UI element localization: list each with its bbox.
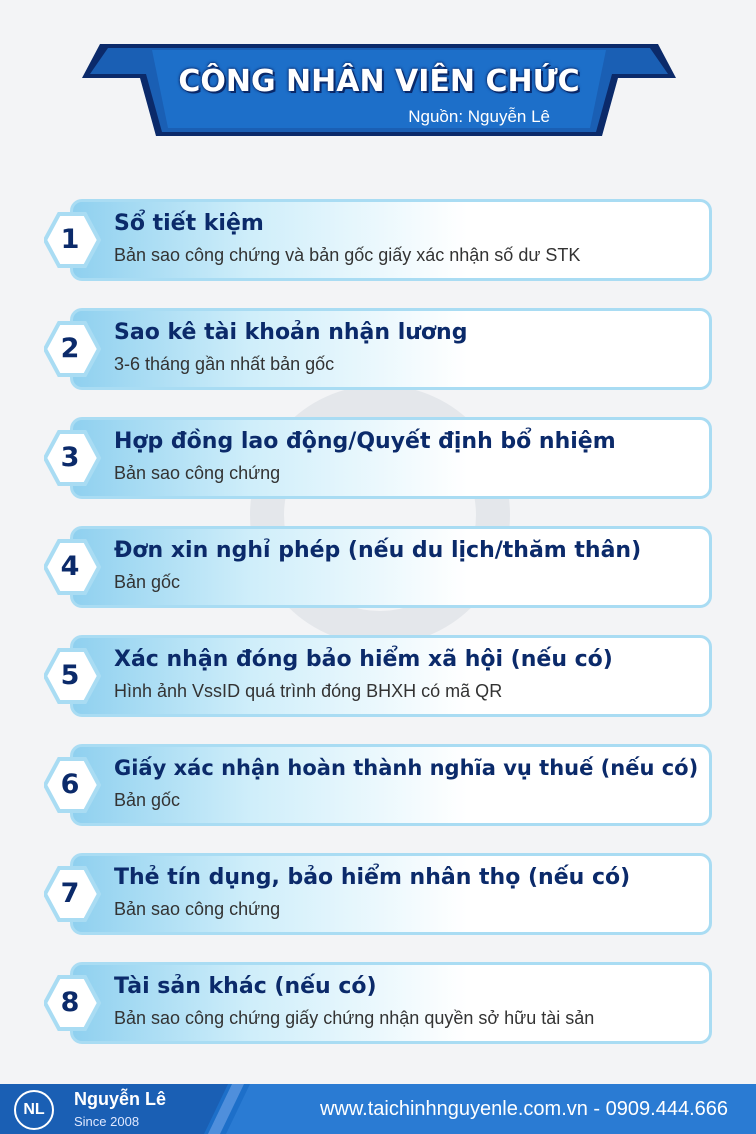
list-item — [44, 962, 712, 1044]
list-item — [44, 853, 712, 935]
item-desc: Bản sao công chứng — [114, 899, 281, 919]
item-title: Sao kê tài khoản nhận lương — [114, 320, 468, 345]
item-number: 4 — [60, 551, 80, 582]
list-item — [44, 199, 712, 281]
item-title: Thẻ tín dụng, bảo hiểm nhân thọ (nếu có) — [114, 865, 631, 890]
item-number: 6 — [60, 769, 80, 800]
item-desc: Bản sao công chứng giấy chứng nhận quyền sở hữu tài sản — [114, 1008, 595, 1028]
item-desc: Bản gốc — [114, 790, 181, 810]
item-title: Sổ tiết kiệm — [114, 211, 264, 236]
item-title: Đơn xin nghỉ phép (nếu du lịch/thăm thân) — [114, 538, 642, 563]
footer-bar — [0, 1084, 756, 1134]
item-desc: Bản sao công chứng — [114, 463, 281, 483]
item-desc: Hình ảnh VssID quá trình đóng BHXH có mã QR — [114, 681, 503, 701]
item-title: Giấy xác nhận hoàn thành nghĩa vụ thuế (nếu có) — [114, 756, 699, 780]
item-number: 5 — [60, 660, 80, 691]
brand-name: Nguyễn Lê — [74, 1089, 167, 1109]
header-banner — [82, 44, 676, 136]
list-item — [44, 417, 712, 499]
item-number: 3 — [60, 442, 80, 473]
page-title: CÔNG NHÂN VIÊN CHỨC — [178, 64, 580, 99]
contact-info: www.taichinhnguyenle.com.vn - 0909.444.666 — [319, 1098, 728, 1120]
item-title: Xác nhận đóng bảo hiểm xã hội (nếu có) — [114, 647, 613, 672]
source-label: Nguồn: Nguyễn Lê — [408, 107, 550, 126]
brand-since: Since 2008 — [74, 1114, 140, 1129]
item-title: Tài sản khác (nếu có) — [114, 974, 377, 999]
item-number: 8 — [60, 987, 80, 1018]
item-number: 1 — [60, 224, 80, 255]
item-number: 2 — [60, 333, 80, 364]
list-item — [44, 526, 712, 608]
brand-logo: NL — [14, 1090, 54, 1130]
list-item — [44, 744, 712, 826]
list-item — [44, 308, 712, 390]
item-desc: Bản sao công chứng và bản gốc giấy xác nhận số dư STK — [114, 245, 581, 265]
item-desc: Bản gốc — [114, 572, 181, 592]
list-item — [44, 635, 712, 717]
item-number: 7 — [60, 878, 80, 909]
item-title: Hợp đồng lao động/Quyết định bổ nhiệm — [114, 429, 616, 454]
item-desc: 3-6 tháng gần nhất bản gốc — [114, 354, 335, 374]
